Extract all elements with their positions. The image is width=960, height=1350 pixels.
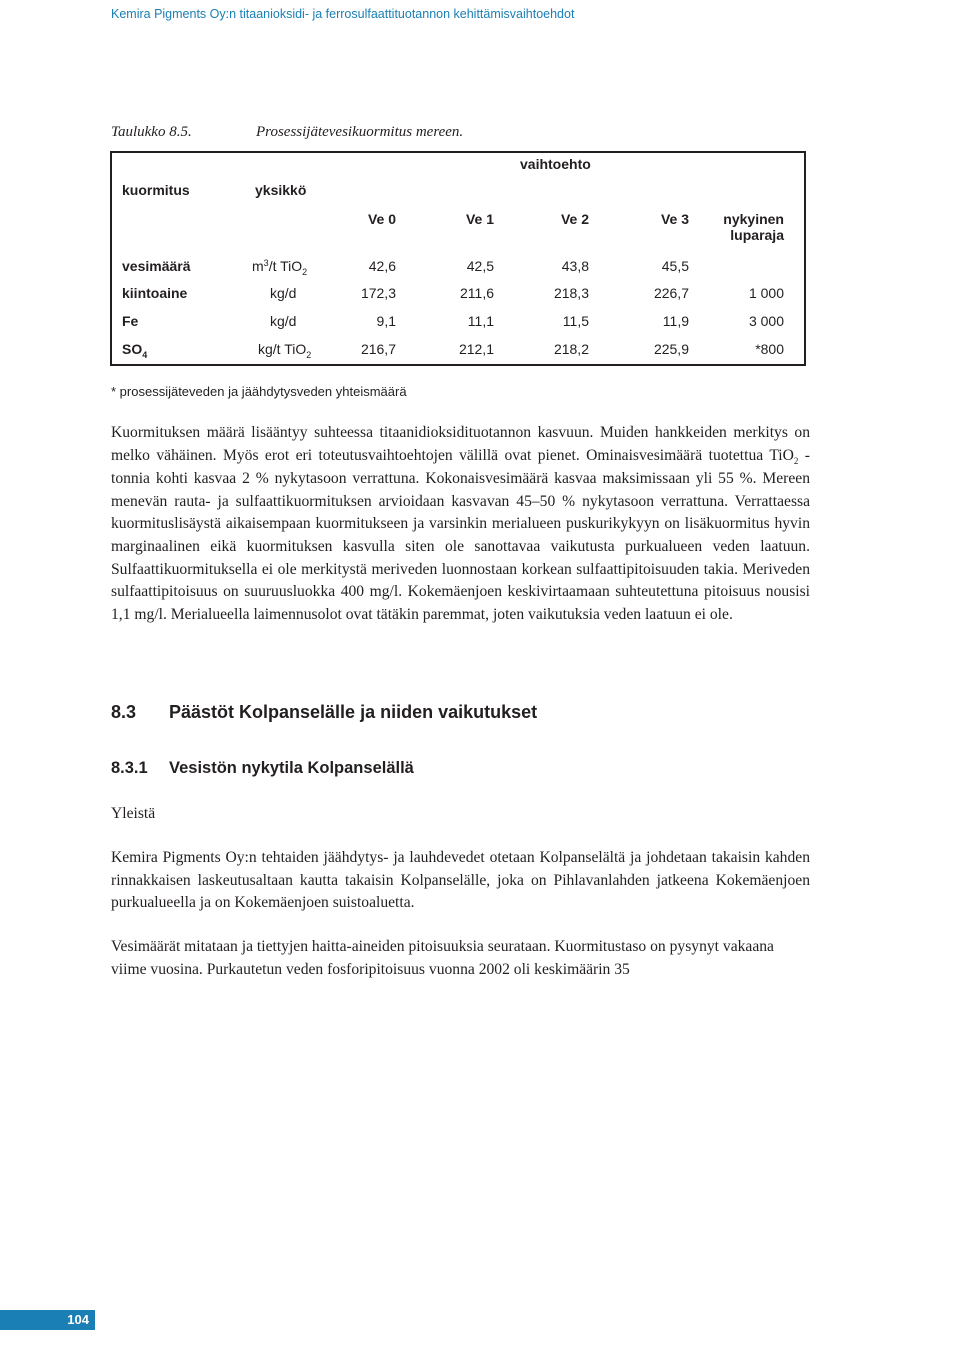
emissions-table: [110, 151, 806, 366]
table-cell: 42,5: [466, 258, 494, 274]
running-header: Kemira Pigments Oy:n titaanioksidi- ja ferrosulfaattituotannon kehittämisvaihtoehdot: [111, 7, 575, 21]
paragraph-monitoring: Vesimäärät mitataan ja tiettyjen haitta-aineiden pitoisuuksia seurataan. Kuormitustaso on pysynyt vakaana viime vuosina. Purkautetun veden fosforipitoisuus vuonna 2002 oli keskimäärin 35: [111, 938, 774, 978]
table-caption: [111, 124, 464, 141]
subheading-yleista: Yleistä: [111, 805, 156, 822]
caption-label: Taulukko 8.5.: [111, 124, 192, 140]
table-cell: 226,7: [653, 285, 689, 301]
luparaja-line2: luparaja: [730, 227, 784, 243]
table-cell: 172,3: [360, 285, 396, 301]
table-cell: 42,6: [368, 258, 396, 274]
table-cell: 212,1: [458, 341, 494, 357]
paragraph-general: Kemira Pigments Oy:n tehtaiden jäähdytys- ja lauhdevedet otetaan Kolpanselältä ja johdetaan takaisin kahden rinnakkaisen laskeutusaltaan kautta takaisin Kolpanselälle, joka on Pihlavanlahden jatkeena Kokemäenjoen purkualueella ja on Kokemäenjoen suistoaluetta.: [111, 849, 810, 912]
table-cell-limit: *800: [755, 341, 784, 357]
table-cell: 11,1: [467, 313, 494, 329]
table-cell: 218,3: [553, 285, 589, 301]
row-label: vesimäärä: [122, 258, 191, 274]
row-unit: kg/d: [270, 285, 297, 301]
col-header-ve1: Ve 1: [465, 211, 494, 227]
table-footnote: * prosessijäteveden ja jäähdytysveden yhteismäärä: [111, 384, 407, 399]
table-cell: 216,7: [360, 341, 396, 357]
table-cell: 45,5: [661, 258, 689, 274]
col-header-ve2: Ve 2: [560, 211, 589, 227]
row-label: Fe: [122, 313, 139, 329]
table-cell: 11,5: [562, 313, 589, 329]
row-unit: kg/t TiO$_2$: [258, 341, 312, 360]
caption-title: Prosessijätevesikuormitus mereen.: [256, 124, 464, 140]
col-header-ve0: Ve 0: [367, 211, 396, 227]
table-cell: 43,8: [561, 258, 589, 274]
section-heading: 8.3 Päästöt Kolpanselälle ja niiden vaikutukset: [111, 702, 538, 722]
table-cell: 11,9: [662, 313, 689, 329]
col-header-ve3: Ve 3: [660, 211, 689, 227]
paragraph-load: Kuormituksen määrä lisääntyy suhteessa titaanidioksidituotannon kasvuun. Muiden hankkeiden merkitys on melko vähäinen. Myös erot eri toteutusvaihtoehtojen välillä ovat pienet. Ominaisvesimäärä tuotettua TiO$_2$ -tonnia kohti kasvaa 2 % nykytasoon verrattuna. Kokonaisvesimäärä kasvaa maksimissaan yli 55 %. Mereen menevän rauta- ja sulfaattikuormituksen arvioidaan kasvavan 45–50 % nykytasoon verrattuna. Verrattaessa kuormituslisäystä aikaisempaan kuormitukseen ja varsinkin merialueen puskurikykyyn on lisäkuormitus hyvin marginaalinen eikä kuormituksen kasvulla siten ole sanottavaa vaikutusta purkualueen veden laatuun. Sulfaattikuormituksella ei ole merkitystä meriveden luonnostaan korkean sulfaattipitoisuuden takia. Meriveden sulfaattipitoisuus on suuruusluokka 400 mg/l. Kokemäenjoen keskivirtaamaan suhteutettuna pitoisuus nousisi 1,1 mg/l. Merialueella laimennusolot ovat tätäkin paremmat, joten vaikutuksia veden laatuun ei ole.: [111, 424, 810, 623]
col-header-vaihtoehto: vaihtoehto: [520, 156, 591, 172]
table-cell: 218,2: [553, 341, 589, 357]
subsection-heading: 8.3.1 Vesistön nykytila Kolpanselällä: [111, 759, 414, 777]
row-label: kiintoaine: [122, 285, 188, 301]
col-header-yksikko: yksikkö: [255, 182, 307, 198]
table-cell: 225,9: [653, 341, 689, 357]
table-cell-limit: 3 000: [748, 313, 784, 329]
page-number-bar: [0, 1310, 95, 1330]
col-header-luparaja: [723, 211, 784, 243]
row-unit: kg/d: [270, 313, 297, 329]
table-cell-limit: 1 000: [748, 285, 784, 301]
row-unit: $m^3/t$ TiO$_2$: [252, 258, 308, 277]
col-header-kuormitus: kuormitus: [122, 182, 190, 198]
table-cell: 9,1: [376, 313, 396, 329]
row-label: $SO_4$: [122, 341, 148, 360]
page-number: 104: [67, 1312, 89, 1327]
luparaja-line1: nykyinen: [723, 211, 784, 227]
table-cell: 211,6: [460, 285, 494, 301]
